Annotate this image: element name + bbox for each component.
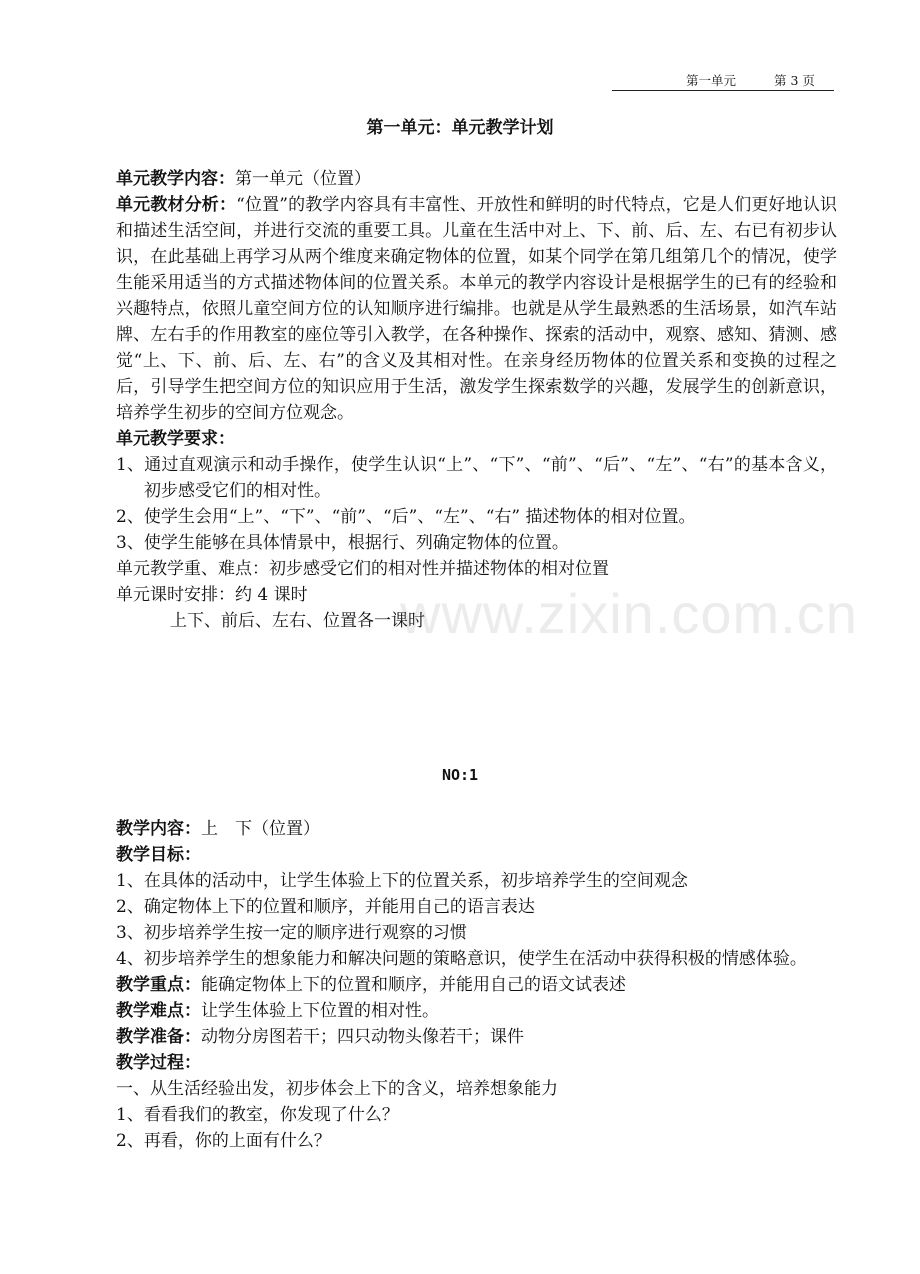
lesson-content: [116, 816, 837, 842]
unit-analysis-label: 单元教材分析：: [116, 195, 237, 215]
page-title: 第一单元：单元教学计划: [366, 118, 554, 138]
lesson-goals-label: 教学目标：: [116, 845, 201, 865]
lesson-focus-value: 能确定物体上下的位置和顺序，并能用自己的语文试表述: [201, 975, 626, 995]
process-item: 一、从生活经验出发，初步体会上下的含义，培养想象能力: [116, 1079, 558, 1099]
requirement-item: 2、使学生会用“上”、“下”、“前”、“后”、“左”、“右” 描述物体的相对位置。: [116, 507, 696, 527]
lesson-process-label: 教学过程：: [116, 1053, 201, 1073]
unit-content-value: 第一单元（位置）: [235, 169, 371, 189]
process-item: 2、再看，你的上面有什么？: [116, 1131, 331, 1151]
watermark: www.zixin.com.cn: [400, 582, 858, 645]
unit-content-label: 单元教学内容：: [116, 169, 235, 189]
process-item: 1、看看我们的教室，你发现了什么？: [116, 1105, 399, 1125]
goal-item: 4、初步培养学生的想象能力和解决问题的策略意识，使学生在活动中获得积极的情感体验。: [116, 949, 807, 969]
lesson-preparation-label: 教学准备：: [116, 1027, 201, 1047]
page-header: [612, 72, 834, 91]
unit-requirements-label: 单元教学要求：: [116, 429, 235, 449]
lesson-content-label: 教学内容：: [116, 819, 201, 839]
unit-plan: [116, 166, 837, 634]
goal-item: 2、确定物体上下的位置和顺序，并能用自己的语言表达: [116, 897, 535, 917]
lesson-difficulty-label: 教学难点：: [116, 1001, 201, 1021]
lesson-focus-label: 教学重点：: [116, 975, 201, 995]
lesson-content-value: 上 下（位置）: [201, 819, 320, 839]
unit-schedule-detail: 上下、前后、左右、位置各一课时: [170, 611, 425, 631]
lesson-preparation-value: 动物分房图若干；四只动物头像若干；课件: [201, 1027, 524, 1047]
header-unit: 第一单元: [686, 73, 737, 88]
goal-item: 3、初步培养学生按一定的顺序进行观察的习惯: [116, 923, 467, 943]
goal-item: 1、在具体的活动中，让学生体验上下的位置关系，初步培养学生的空间观念: [116, 871, 688, 891]
unit-content: [116, 166, 837, 192]
unit-analysis-text: “位置”的教学内容具有丰富性、开放性和鲜明的时代特点，它是人们更好地认识和描述生活空间，并进行交流的重要工具。儿童在生活中对上、下、前、后、左、右已有初步认识，在此基础上再学习从两个维度来确定物体的位置，如某个同学在第几组第几个的情况，使学生能采用适当的方式描述物体间的位置关系。本单元的教学内容设计是根据学生的已有的经验和兴趣特点，依照儿童空间方位的认知顺序进行编排。也就是从学生最熟悉的生活场景，如汽车站牌、左右手的作用教室的座位等引入教学，在各种操作、探索的活动中，观察、感知、猜测、感觉“上、下、前、后、左、右”的含义及其相对性。在亲身经历物体的位置关系和变换的过程之后，引导学生把空间方位的知识应用于生活，激发学生探索数学的兴趣，发展学生的创新意识，培养学生初步的空间方位观念。: [116, 195, 837, 423]
requirement-item: 3、使学生能够在具体情景中，根据行、列确定物体的位置。: [116, 533, 569, 553]
lesson-focus: [116, 972, 837, 998]
lesson-preparation: [116, 1024, 837, 1050]
requirement-item: 1、通过直观演示和动手操作，使学生认识“上”、“下”、“前”、“后”、“左”、“右”的基本含义，初步感受它们的相对性。: [116, 455, 837, 501]
lesson-difficulty: [116, 998, 837, 1024]
lesson-difficulty-value: 让学生体验上下位置的相对性。: [201, 1001, 439, 1021]
header-page-number: 第 3 页: [774, 73, 815, 88]
lesson-plan: [116, 816, 837, 1154]
lesson-number: NO:1: [441, 766, 479, 784]
unit-schedule: 单元课时安排：约 4 课时: [116, 585, 308, 605]
unit-key-points: 单元教学重、难点：初步感受它们的相对性并描述物体的相对位置: [116, 559, 609, 579]
unit-analysis: [116, 192, 837, 426]
